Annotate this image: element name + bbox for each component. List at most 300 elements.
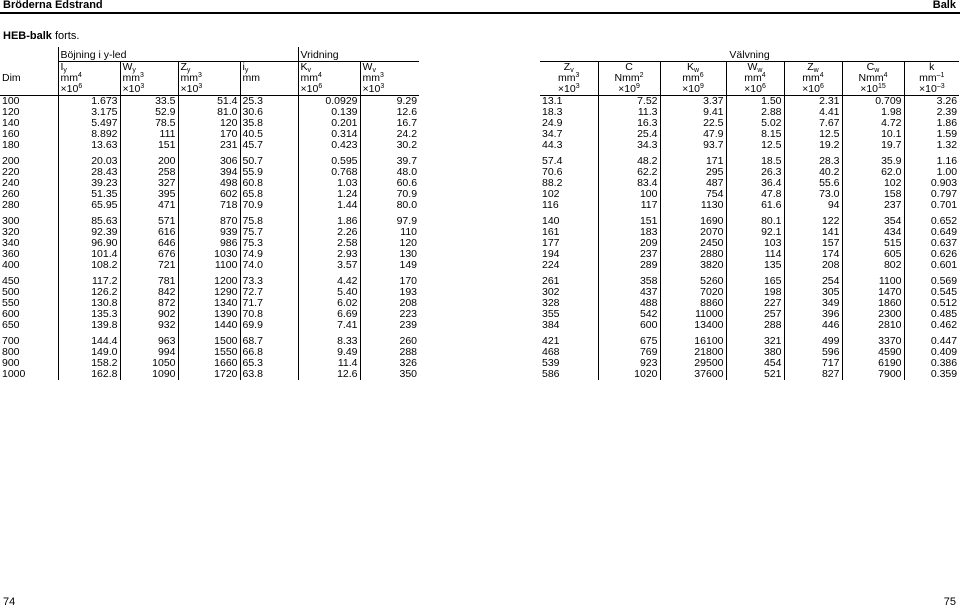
cell-value: 1.00	[936, 166, 958, 178]
cell-value: 70.9	[242, 199, 263, 211]
cell-value: 0.201	[331, 117, 358, 129]
cell-value: 0.485	[930, 308, 958, 320]
value-cell	[240, 211, 298, 227]
cell-value: 1200	[214, 275, 238, 287]
dim-value: 800	[2, 346, 20, 358]
cell-value: 8.15	[761, 128, 782, 140]
cell-value: 446	[821, 319, 840, 331]
value-cell	[784, 260, 842, 271]
cell-value: 499	[821, 335, 840, 347]
cell-value: 13.1	[542, 95, 563, 107]
cell-value: 395	[157, 188, 176, 200]
cell-value: 3370	[878, 335, 902, 347]
value-cell	[540, 271, 598, 287]
cell-value: 12.5	[761, 139, 782, 151]
cell-value: 92.1	[761, 226, 782, 238]
cell-value: 437	[639, 286, 658, 298]
dim-value: 360	[2, 248, 20, 260]
cell-value: 1.44	[337, 199, 358, 211]
cell-value: 1660	[214, 357, 238, 369]
cell-value: 80.0	[396, 199, 418, 211]
cell-value: 223	[399, 308, 418, 320]
value-cell	[298, 140, 360, 151]
cell-value: 295	[705, 166, 724, 178]
cell-value: 55.9	[242, 166, 263, 178]
group-row	[540, 47, 959, 62]
cell-value: 44.3	[542, 139, 563, 151]
cell-value: 48.2	[637, 155, 658, 167]
cell-value: 6190	[878, 357, 902, 369]
cell-value: 37600	[694, 368, 724, 380]
cell-value: 183	[639, 226, 658, 238]
table-row	[0, 200, 419, 211]
value-cell	[58, 140, 120, 151]
cell-value: 194	[542, 248, 560, 260]
cell-value: 70.6	[542, 166, 563, 178]
value-cell	[58, 320, 120, 331]
cell-value: 52.9	[155, 106, 176, 118]
running-header	[0, 0, 960, 14]
value-cell	[120, 140, 178, 151]
value-cell	[904, 211, 959, 227]
cell-value: 47.9	[703, 128, 724, 140]
table-row	[0, 331, 419, 347]
value-cell	[540, 331, 598, 347]
value-cell	[660, 369, 726, 380]
value-cell	[660, 320, 726, 331]
cell-value: 170	[399, 275, 418, 287]
cell-value: 75.8	[242, 215, 263, 227]
cell-value: 34.7	[542, 128, 563, 140]
cell-value: 0.797	[930, 188, 958, 200]
dim-value: 700	[2, 335, 20, 347]
cell-value: 28.43	[91, 166, 118, 178]
table-row	[0, 271, 419, 287]
cell-value: 1470	[878, 286, 902, 298]
cell-value: 93.7	[703, 139, 724, 151]
value-cell	[240, 200, 298, 211]
value-cell	[360, 151, 419, 167]
value-cell	[784, 211, 842, 227]
cell-value: 0.595	[331, 155, 358, 167]
value-cell	[598, 151, 660, 167]
cell-value: 1130	[700, 199, 724, 211]
value-cell	[58, 200, 120, 211]
dim-cell	[0, 151, 58, 167]
cell-value: 769	[639, 346, 658, 358]
value-cell	[240, 260, 298, 271]
cell-value: 6.69	[337, 308, 358, 320]
col-scale-text: ×10	[918, 83, 937, 95]
cell-value: 0.139	[331, 106, 358, 118]
cell-value: 1860	[878, 297, 902, 309]
cell-value: 162.8	[91, 368, 118, 380]
cell-value: 208	[399, 297, 418, 309]
cell-value: 539	[542, 357, 560, 369]
cell-value: 827	[821, 368, 840, 380]
dim-cell	[0, 271, 58, 287]
col-unit-text-sup: –1	[936, 72, 945, 79]
right-properties-table	[540, 47, 959, 380]
cell-value: 350	[399, 368, 418, 380]
value-cell	[842, 151, 904, 167]
cell-value: 9.41	[703, 106, 724, 118]
col-symbol-text-sub: y	[132, 67, 136, 74]
value-cell	[178, 260, 240, 271]
cell-value: 24.2	[396, 128, 418, 140]
cell-value: 358	[639, 275, 658, 287]
dim-value: 400	[2, 259, 20, 271]
col-unit-text-sup: 2	[639, 72, 644, 79]
cell-value: 7020	[700, 286, 724, 298]
cell-value: 1290	[214, 286, 238, 298]
col-unit-text-sup: 3	[380, 72, 384, 79]
cell-value: 117.2	[92, 275, 118, 287]
cell-value: 9.49	[337, 346, 358, 358]
col-symbol-text-sub: w	[693, 67, 700, 74]
cell-value: 1.03	[337, 177, 358, 189]
cell-value: 2.88	[761, 106, 782, 118]
cell-value: 2450	[700, 237, 724, 249]
cell-value: 130.8	[91, 297, 118, 309]
cell-value: 571	[157, 215, 176, 227]
value-cell	[540, 200, 598, 211]
cell-value: 92.39	[91, 226, 118, 238]
value-cell	[842, 200, 904, 211]
value-cell	[178, 320, 240, 331]
value-cell	[726, 211, 784, 227]
col-symbol-text-sub: w	[874, 67, 880, 74]
cell-value: 9.29	[396, 95, 418, 107]
dim-value: 280	[2, 199, 20, 211]
cell-value: 288	[763, 319, 782, 331]
value-cell	[784, 369, 842, 380]
col-unit-text-sup: 6	[699, 72, 704, 79]
cell-value: 1030	[214, 248, 238, 260]
value-cell	[120, 260, 178, 271]
col-scale-text-sup: 15	[878, 83, 886, 90]
value-cell	[598, 369, 660, 380]
cell-value: 237	[639, 248, 658, 260]
value-cell	[240, 320, 298, 331]
table-row	[540, 369, 959, 380]
cell-value: 18.5	[761, 155, 782, 167]
cell-value: 5.40	[337, 286, 358, 298]
cell-value: 2.58	[337, 237, 358, 249]
col-symbol-text: K	[300, 61, 308, 73]
cell-value: 355	[542, 308, 560, 320]
value-cell	[726, 369, 784, 380]
cell-value: 61.6	[761, 199, 782, 211]
group-vridning-label: Vridning	[300, 49, 339, 61]
col-scale	[660, 84, 726, 96]
cell-value: 80.1	[761, 215, 782, 227]
cell-value: 0.447	[930, 335, 958, 347]
cell-value: 923	[639, 357, 658, 369]
company-name: Bröderna Edstrand	[3, 0, 103, 11]
cell-value: 63.8	[242, 368, 263, 380]
cell-value: 116	[542, 199, 559, 211]
col-scale	[726, 84, 784, 96]
cell-value: 396	[821, 308, 840, 320]
dim-value: 160	[2, 128, 20, 140]
cell-value: 1050	[152, 357, 176, 369]
cell-value: 28.3	[819, 155, 840, 167]
value-cell	[842, 140, 904, 151]
value-cell	[360, 271, 419, 287]
value-cell	[120, 320, 178, 331]
cell-value: 97.9	[396, 215, 418, 227]
cell-value: 11000	[695, 308, 724, 320]
cell-value: 20.03	[91, 155, 118, 167]
cell-value: 0.386	[930, 357, 958, 369]
cell-value: 717	[821, 357, 840, 369]
cell-value: 0.649	[930, 226, 958, 238]
cell-value: 100	[639, 188, 658, 200]
cell-value: 18.3	[542, 106, 563, 118]
table-row	[540, 320, 959, 331]
cell-value: 515	[883, 237, 902, 249]
value-cell	[904, 369, 959, 380]
cell-value: 94	[827, 199, 840, 211]
value-cell	[58, 271, 120, 287]
col-scale	[540, 84, 598, 96]
dim-value: 1000	[2, 368, 26, 380]
table-row	[0, 260, 419, 271]
cell-value: 0.359	[930, 368, 958, 380]
cell-value: 12.6	[396, 106, 418, 118]
cell-value: 62.2	[637, 166, 658, 178]
col-symbol-text: k	[929, 61, 935, 73]
cell-value: 4.42	[337, 275, 358, 287]
cell-value: 596	[821, 346, 840, 358]
cell-value: 0.768	[331, 166, 358, 178]
cell-value: 157	[821, 237, 840, 249]
cell-value: 2810	[878, 319, 902, 331]
value-cell	[360, 331, 419, 347]
col-unit-text: mm	[60, 72, 78, 84]
cell-value: 986	[219, 237, 238, 249]
cell-value: 35.8	[242, 117, 263, 129]
cell-value: 151	[157, 139, 176, 151]
cell-value: 488	[639, 297, 658, 309]
group-bojning-label: Böjning i y-led	[60, 49, 127, 61]
value-cell	[904, 140, 959, 151]
cell-value: 11.3	[637, 106, 658, 118]
group-blank	[0, 47, 58, 62]
table-row	[0, 140, 419, 151]
value-cell	[726, 140, 784, 151]
col-symbol-text-sub: v	[372, 67, 376, 74]
col-unit-text-sup: 4	[761, 72, 766, 79]
cell-value: 149	[399, 259, 418, 271]
value-cell	[240, 331, 298, 347]
cell-value: 50.7	[242, 155, 263, 167]
value-cell	[842, 331, 904, 347]
cell-value: 8.892	[91, 128, 118, 140]
col-symbol-text-sub: w	[757, 67, 763, 74]
value-cell	[660, 271, 726, 287]
cell-value: 1.32	[936, 139, 958, 151]
cell-value: 7900	[878, 368, 902, 380]
cell-value: 171	[705, 155, 724, 167]
cell-value: 5260	[700, 275, 724, 287]
value-cell	[58, 331, 120, 347]
col-scale	[598, 84, 660, 96]
cell-value: 471	[157, 199, 176, 211]
col-scale-text-sup: 6	[819, 83, 824, 90]
col-scale-text: ×10	[60, 83, 79, 95]
cell-value: 288	[399, 346, 418, 358]
cell-value: 231	[219, 139, 238, 151]
cell-value: 66.8	[242, 346, 263, 358]
cell-value: 3.57	[337, 259, 358, 271]
dim-value: 200	[2, 155, 20, 167]
cell-value: 902	[157, 308, 176, 320]
cell-value: 1.98	[881, 106, 902, 118]
cell-value: 158.2	[91, 357, 118, 369]
cell-value: 60.6	[396, 177, 418, 189]
value-cell	[904, 331, 959, 347]
cell-value: 72.7	[242, 286, 263, 298]
value-cell	[240, 140, 298, 151]
value-cell	[298, 271, 360, 287]
cell-value: 11.4	[337, 357, 358, 369]
cell-value: 872	[157, 297, 176, 309]
cell-value: 65.95	[91, 199, 118, 211]
value-cell	[298, 260, 360, 271]
cell-value: 5.497	[91, 117, 118, 129]
value-cell	[660, 331, 726, 347]
value-cell	[660, 260, 726, 271]
dim-value: 320	[2, 226, 20, 238]
cell-value: 158	[883, 188, 902, 200]
col-scale	[298, 84, 360, 96]
cell-value: 170	[219, 128, 238, 140]
cell-value: 33.5	[155, 95, 176, 107]
cell-value: 130	[399, 248, 418, 260]
col-symbol-text-sub: w	[813, 67, 819, 74]
cell-value: 10.1	[881, 128, 902, 140]
value-cell	[240, 271, 298, 287]
col-scale-text: ×10	[802, 83, 820, 95]
dim-cell	[0, 260, 58, 271]
cell-value: 0.709	[875, 95, 902, 107]
cell-value: 261	[542, 275, 560, 287]
cell-value: 73.0	[819, 188, 840, 200]
cell-value: 68.7	[242, 335, 263, 347]
cell-value: 85.63	[91, 215, 118, 227]
col-unit-text: Nmm	[858, 72, 884, 84]
cell-value: 144.4	[91, 335, 118, 347]
table-row	[540, 260, 959, 271]
cell-value: 30.6	[242, 106, 263, 118]
col-scale	[178, 84, 240, 96]
value-cell	[120, 211, 178, 227]
value-cell	[298, 211, 360, 227]
col-symbol-text: I	[60, 61, 64, 73]
value-cell	[842, 271, 904, 287]
cell-value: 434	[883, 226, 902, 238]
value-cell	[120, 200, 178, 211]
cell-value: 646	[157, 237, 176, 249]
value-cell	[842, 211, 904, 227]
cell-value: 177	[542, 237, 560, 249]
value-cell	[598, 320, 660, 331]
value-cell	[298, 369, 360, 380]
col-symbol-text-sub: y	[63, 67, 67, 74]
cell-value: 254	[821, 275, 840, 287]
value-cell	[178, 140, 240, 151]
col-scale-text-sup: –3	[936, 83, 945, 90]
dim-cell	[0, 369, 58, 380]
value-cell	[784, 200, 842, 211]
cell-value: 3820	[700, 259, 724, 271]
value-cell	[298, 320, 360, 331]
value-cell	[360, 260, 419, 271]
cell-value: 1500	[214, 335, 238, 347]
value-cell	[178, 271, 240, 287]
cell-value: 141	[821, 226, 840, 238]
cell-value: 40.2	[819, 166, 840, 178]
table-row	[0, 320, 419, 331]
cell-value: 1340	[214, 297, 238, 309]
dim-cell	[0, 140, 58, 151]
cell-value: 781	[157, 275, 176, 287]
cell-value: 22.5	[703, 117, 724, 129]
cell-value: 1100	[878, 275, 902, 287]
cell-value: 135.3	[91, 308, 118, 320]
cell-value: 51.4	[217, 95, 238, 107]
cell-value: 198	[763, 286, 782, 298]
col-symbol-text-sub: v	[307, 67, 312, 74]
cell-value: 96.90	[91, 237, 118, 249]
cell-value: 60.8	[242, 177, 263, 189]
cell-value: 151	[639, 215, 658, 227]
value-cell	[660, 151, 726, 167]
value-cell	[660, 200, 726, 211]
col-unit-text: mm	[242, 72, 260, 84]
cell-value: 676	[157, 248, 176, 260]
cell-value: 39.23	[91, 177, 118, 189]
value-cell	[58, 211, 120, 227]
cell-value: 1090	[152, 368, 176, 380]
cell-value: 2.93	[337, 248, 358, 260]
cell-value: 224	[542, 259, 560, 271]
cell-value: 0.601	[930, 259, 958, 271]
cell-value: 57.4	[542, 155, 563, 167]
cell-value: 102	[883, 177, 902, 189]
cell-value: 6.02	[337, 297, 358, 309]
dim-value: 300	[2, 215, 20, 227]
cell-value: 65.3	[242, 357, 263, 369]
page-number-right: 75	[943, 596, 956, 608]
value-cell	[598, 271, 660, 287]
cell-value: 675	[639, 335, 658, 347]
col-symbol-text: Z	[807, 61, 814, 73]
dim-cell	[0, 200, 58, 211]
col-scale-text: ×10	[362, 83, 381, 95]
value-cell	[598, 200, 660, 211]
cell-value: 939	[219, 226, 238, 238]
cell-value: 1390	[214, 308, 238, 320]
col-scale-text: ×10	[180, 83, 199, 95]
cell-value: 237	[883, 199, 902, 211]
cell-value: 16.3	[637, 117, 658, 129]
table-title-rest: forts.	[51, 30, 80, 42]
col-unit-text: mm	[122, 72, 140, 84]
cell-value: 36.4	[761, 177, 782, 189]
